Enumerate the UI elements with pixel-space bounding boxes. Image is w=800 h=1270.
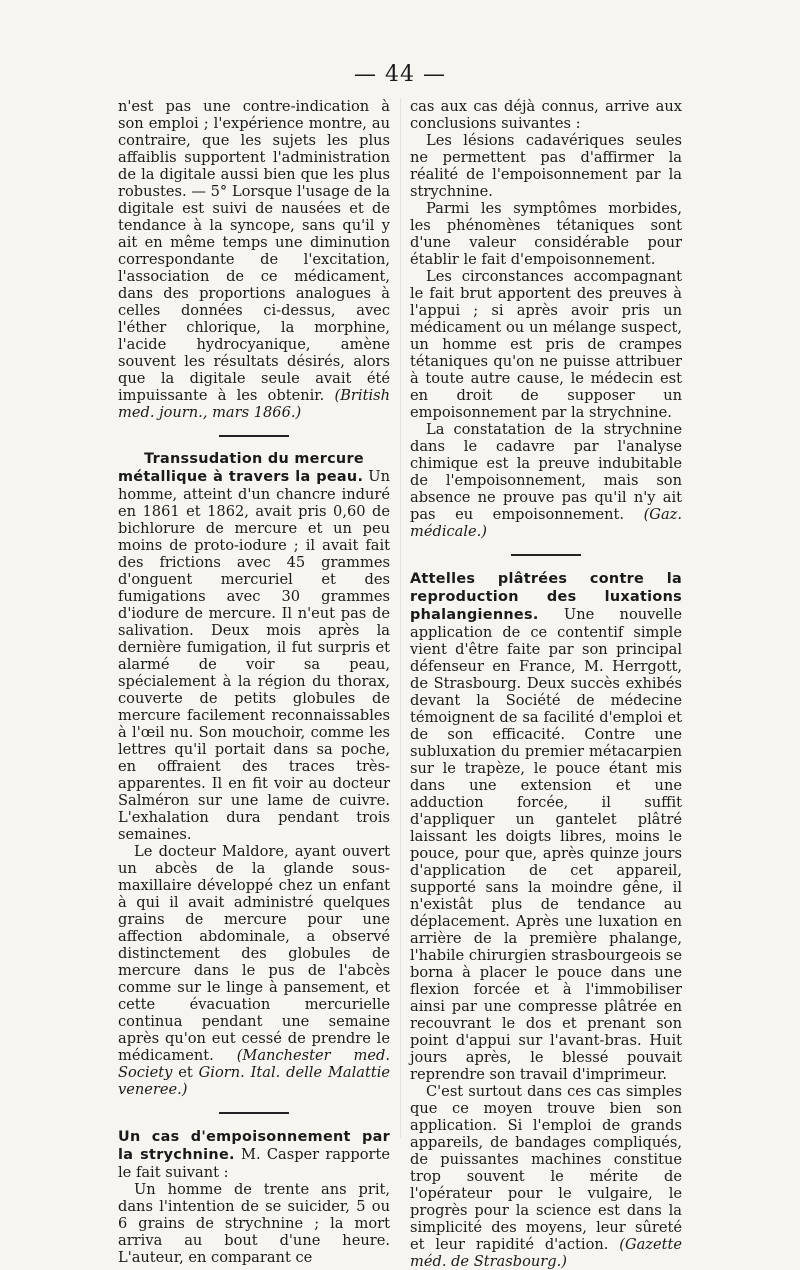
right-column <box>410 98 682 1270</box>
paragraph-text: Un homme de trente ans prit, dans l'intention de se suicider, 5 ou 6 grains de strychnine ; la mort arriva au bout d'une heure. L'auteur, en comparant ce <box>118 1181 390 1266</box>
citation: (Manchester med. Society <box>118 1047 390 1081</box>
paragraph-text: Les circonstances accompagnant le fait brut apportent des preuves à l'appui ; si après avoir pris un médicament ou un mélange suspect, un homme est pris de crampes tétaniques qu'on ne puisse attribuer à toute autre cause, le médecin est en droit de supposer un empoisonnement par la strychnine. <box>410 268 682 421</box>
paragraph <box>118 1128 390 1181</box>
article-heading <box>118 451 390 468</box>
article-heading: Attelles plâtrées contre la reproduction des luxations phalangiennes. <box>410 571 682 623</box>
citation-join: et <box>172 1064 199 1081</box>
paragraph <box>410 98 682 132</box>
page-number: — 44 — <box>354 62 446 87</box>
paragraph-text: La constatation de la strychnine dans le cadavre par l'analyse chimique est la preuve indubitable de l'empoisonnement, mais son absence ne prouve pas qu'il n'y ait pas eu empoisonnement. <box>410 421 682 523</box>
paragraph-text: Un homme, atteint d'un chancre induré en 1861 et 1862, avait pris 0,60 de bichlorure de mercure et un peu moins de proto-iodure ; il avait fait des frictions avec 45 grammes d'onguent mercuriel et des fumigations avec 30 grammes d'iodure de mercure. Il n'eut pas de salivation. Deux mois après la dernière fumigation, il fut surpris et alarmé de voir sa peau, spécialement à la région du thorax, couverte de petits globules de mercure facilement reconnaissables à l'œil nu. Son mouchoir, comme les lettres qu'il portait dans sa poche, en offraient des traces très-apparentes. Il en fit voir au docteur Salméron sur une lame de cuivre. L'exhalation dura pendant trois semaines. <box>118 468 390 843</box>
article-heading: Un cas d'empoisonnement par la strychnine. <box>118 1129 390 1163</box>
section-divider <box>219 1112 289 1114</box>
paragraph-text: cas aux cas déjà connus, arrive aux conclusions suivantes : <box>410 98 682 132</box>
paragraph <box>118 468 390 843</box>
heading-line: Transsudation du mercure <box>144 451 364 467</box>
paragraph-text: Une nouvelle application de ce contentif simple vient d'être faite par son principal défenseur en France, M. Herrgott, de Strasbourg. Deux succès exhibés devant la Société de médecine témoignent de sa facilité d'emploi et de son efficacité. Contre une subluxation du premier métacarpien sur le trapèze, le pouce étant mis dans une extension et une adduction forcée, il suffit d'appliquer un gantelet plâtré laissant les doigts libres, moins le pouce, pour que, après quinze jours d'application de cet appareil, supporté sans la moindre gêne, il n'existât plus de tendance au déplacement. Après une luxation en arrière de la première phalange, l'habile chirurgien strasbourgeois se borna à placer le pouce dans une flexion forcée et à l'immobiliser ainsi par une compresse plâtrée en recouvrant le dos et prenant son point d'appui sur l'avant-bras. Huit jours après, le blessé pouvait reprendre son travail d'imprimeur. <box>410 606 682 1083</box>
paragraph <box>410 200 682 268</box>
column-divider <box>400 98 401 1138</box>
paragraph-text: Les lésions cadavériques seules ne permettent pas d'affirmer la réalité de l'empoisonnement par la strychnine. <box>410 132 682 200</box>
citation: (Gazette méd. de Strasbourg.) <box>410 1236 682 1270</box>
paragraph <box>410 570 682 1083</box>
paragraph-text: C'est surtout dans ces cas simples que ce moyen trouve bien son application. Si l'emploi de grands appareils, de bandages compliqués, de puissantes machines constitue trop souvent le mérite de l'opérateur pour le vulgaire, le progrès pour la science est dans la simplicité des moyens, leur sûreté et leur rapidité d'action. <box>410 1083 682 1253</box>
citation: (Gaz. médicale.) <box>410 506 682 540</box>
citation: Giorn. Ital. delle Malattie veneree.) <box>118 1064 390 1098</box>
paragraph <box>410 421 682 540</box>
paragraph-text: M. Casper rapporte le fait suivant : <box>118 1146 391 1181</box>
paragraph-text: Parmi les symptômes morbides, les phénomènes tétaniques sont d'une valeur considérable pour établir le fait d'empoisonnement. <box>410 200 682 268</box>
paragraph <box>118 843 390 1098</box>
paragraph <box>118 1181 390 1266</box>
paragraph <box>410 1083 682 1270</box>
heading-line: métallique à travers la peau. <box>118 469 364 485</box>
paragraph <box>118 98 390 421</box>
paragraph <box>410 132 682 200</box>
paragraph-text: n'est pas une contre-indication à son emploi ; l'expérience montre, au contraire, que les sujets les plus affaiblis supportent l'administration de la digitale aussi bien que les plus robustes. — 5° Lorsque l'usage de la digitale est suivi de nausées et de tendance à la syncope, sans qu'il y ait en même temps une diminution correspondante de l'excitation, l'association de ce médicament, dans des proportions analogues à celles données ci-dessus, avec l'éther chlorique, la morphine, l'acide hydrocyanique, amène souvent les résultats désirés, alors que la digitale seule avait été impuissante à les obtenir. <box>118 98 390 404</box>
citation: (British med. journ., mars 1866.) <box>118 387 390 421</box>
section-divider <box>219 435 289 437</box>
left-column <box>118 98 390 1266</box>
section-divider <box>511 554 581 556</box>
paragraph <box>410 268 682 421</box>
paragraph-text: Le docteur Maldore, ayant ouvert un abcès de la glande sous-maxillaire développé chez un enfant à qui il avait administré quelques grains de mercure pour une affection abdominale, a observé distinctement des globules de mercure dans le pus de l'abcès comme sur le linge à pansement, et cette évacuation mercurielle continua pendant une semaine après qu'on eut cessé de prendre le médicament. <box>118 843 390 1064</box>
